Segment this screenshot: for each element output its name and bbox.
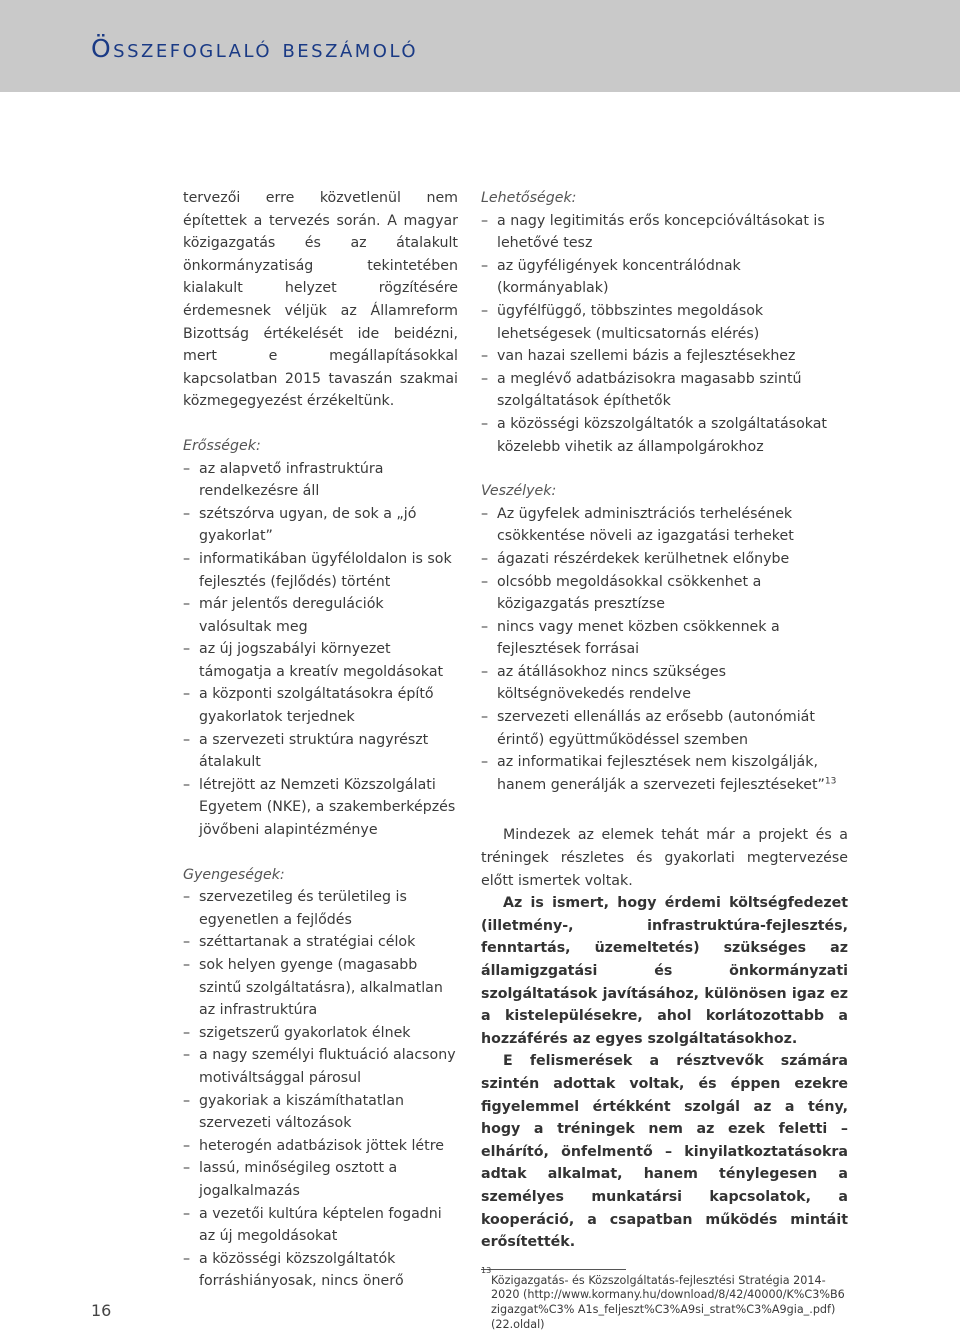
list-item: – a központi szolgáltatásokra építő gyakorlatok terjednek (183, 683, 458, 728)
list-item: – lassú, minőségileg osztott a jogalkalmazás (183, 1157, 458, 1202)
list-item: – nincs vagy menet közben csökkennek a fejlesztések forrásai (481, 616, 848, 661)
list-item: – heterogén adatbázisok jöttek létre (183, 1135, 458, 1158)
footnote-ref[interactable]: 13 (824, 776, 837, 787)
list-item: – az alapvető infrastruktúra rendelkezésre áll (183, 458, 458, 503)
weaknesses-heading: Gyengeségek: (183, 866, 285, 883)
list-item: – ágazati részérdekek kerülhetnek előnybe (481, 548, 848, 571)
opportunities-list (481, 210, 848, 459)
list-item: – van hazai szellemi bázis a fejlesztésekhez (481, 345, 848, 368)
right-column (481, 187, 848, 1332)
footnote-text: Közigazgatás- és Közszolgáltatás-fejlesztési Stratégia 2014-2020 (http://www.kormany.hu/download/8/42/40000/K%C3%B6 zigazgat%C3% A1s_feljeszt%C3%A9si_strat%C3%A9gia_.pdf) (22.oldal) (491, 1273, 845, 1331)
list-item: – a vezetői kultúra képtelen fogadni az új megoldásokat (183, 1203, 458, 1248)
list-item: – a szervezeti struktúra nagyrészt átalakult (183, 729, 458, 774)
list-item: – olcsóbb megoldásokkal csökkenhet a közigazgatás presztízse (481, 571, 848, 616)
list-item (481, 751, 848, 796)
page-title: Összefoglaló beszámoló (91, 34, 419, 63)
opportunities-heading: Lehetőségek: (481, 190, 577, 206)
strengths-heading: Erősségek: (183, 437, 261, 454)
bold-paragraph-2: E felismerések a résztvevők számára szintén adottak voltak, és éppen ezekre figyelemmel értékként szolgál az a tény, hogy a tréningek nem az ezek feletti – elhárító, önfelmentő – kinyilatkoztatásokra adtak alkalmat, hanem ténylegesen a személyes munkatársi kapcsolatok, a kooperáció, a csapatban működés mintáit erősítették. (481, 1053, 848, 1251)
list-item: – széttartanak a stratégiai célok (183, 931, 458, 954)
footnote: 13 Közigazgatás- és Közszolgáltatás-fejlesztési Stratégia 2014-2020 (http://www.kormany.hu/download/8/42/40000/K%C3%B6 zigazgat%C3% A1s_feljeszt%C3%A9si_strat%C3%A9gia_.pdf) (22.oldal) (481, 1265, 845, 1331)
footnote-divider (481, 1269, 626, 1270)
list-item: – a közösségi közszolgáltatók a szolgáltatásokat közelebb vihetik az állampolgárokhoz (481, 413, 848, 458)
list-item: – az ügyféligények koncentrálódnak (kormányablak) (481, 255, 848, 300)
list-item: – az átállásokhoz nincs szükséges költségnövekedés rendelve (481, 661, 848, 706)
threats-heading: Veszélyek: (481, 483, 557, 500)
list-item: – sok helyen gyenge (magasabb szintű szolgáltatásra), alkalmatlan az infrastruktúra (183, 954, 458, 1022)
list-item: – a közösségi közszolgáltatók forráshiányosak, nincs önerő (183, 1248, 458, 1293)
list-item: – már jelentős deregulációk valósultak meg (183, 593, 458, 638)
list-item: – informatikában ügyféloldalon is sok fejlesztés (fejlődés) történt (183, 548, 458, 593)
intro-paragraph: tervezői erre közvetlenül nem építettek a tervezés során. A magyar közigazgatás és az átalakult önkormányzatiság tekintetében kialakult helyzet rögzítésére érdemesnek véljük az Államreform Bizottság értékelését ide beidézni, mert e megállapításokkal kapcsolatban 2015 tavaszán szakmai közmegegyezést érzékeltünk. (183, 190, 458, 410)
left-column (183, 187, 458, 1293)
list-item: – az új jogszabályi környezet támogatja a kreatív megoldásokat (183, 638, 458, 683)
threat-last-text: az informatikai fejlesztések nem kiszolgálják, hanem generálják a szervezeti fejlesztéseket” (497, 754, 825, 793)
strengths-list (183, 458, 458, 842)
threats-list (481, 503, 848, 797)
list-item: – a nagy legitimitás erős koncepcióváltásokat is lehetővé tesz (481, 210, 848, 255)
list-item: – gyakoriak a kiszámíthatatlan szervezeti változások (183, 1090, 458, 1135)
list-item: – szervezetileg és területileg is egyenetlen a fejlődés (183, 886, 458, 931)
list-item: – szervezeti ellenállás az erősebb (autonómiát érintő) együttműködéssel szemben (481, 706, 848, 751)
bold-section (481, 892, 848, 1254)
list-item: – ügyfélfüggő, többszintes megoldások lehetségesek (multicsatornás elérés) (481, 300, 848, 345)
list-item: – szétszórva ugyan, de sok a „jó gyakorlat” (183, 503, 458, 548)
list-item: – a nagy személyi fluktuáció alacsony motiváltsággal párosul (183, 1044, 458, 1089)
list-item: – a meglévő adatbázisokra magasabb szintű szolgáltatások építhetők (481, 368, 848, 413)
list-item: – Az ügyfelek adminisztrációs terhelésének csökkentése növeli az igazgatási terheket (481, 503, 848, 548)
list-item: – létrejött az Nemzeti Közszolgálati Egyetem (NKE), a szakemberképzés jövőbeni alapintézménye (183, 774, 458, 842)
page-number: 16 (91, 1301, 112, 1320)
list-item: – szigetszerű gyakorlatok élnek (183, 1022, 458, 1045)
weaknesses-list (183, 886, 458, 1293)
summary-paragraph: Mindezek az elemek tehát már a projekt és a tréningek részletes és gyakorlati megtervezése előtt ismertek voltak. (481, 827, 848, 889)
bold-paragraph-1: Az is ismert, hogy érdemi költségfedezet (illetmény-, infrastruktúra-fejlesztés, fenntartás, üzemeltetés) szükséges az államigzgatási és önkormányzati szolgáltatások javításához, különösen igaz ez a kistelepülésekre, ahol korlátozottabb a hozzáférés az egyes szolgáltatásokhoz. (481, 895, 848, 1047)
